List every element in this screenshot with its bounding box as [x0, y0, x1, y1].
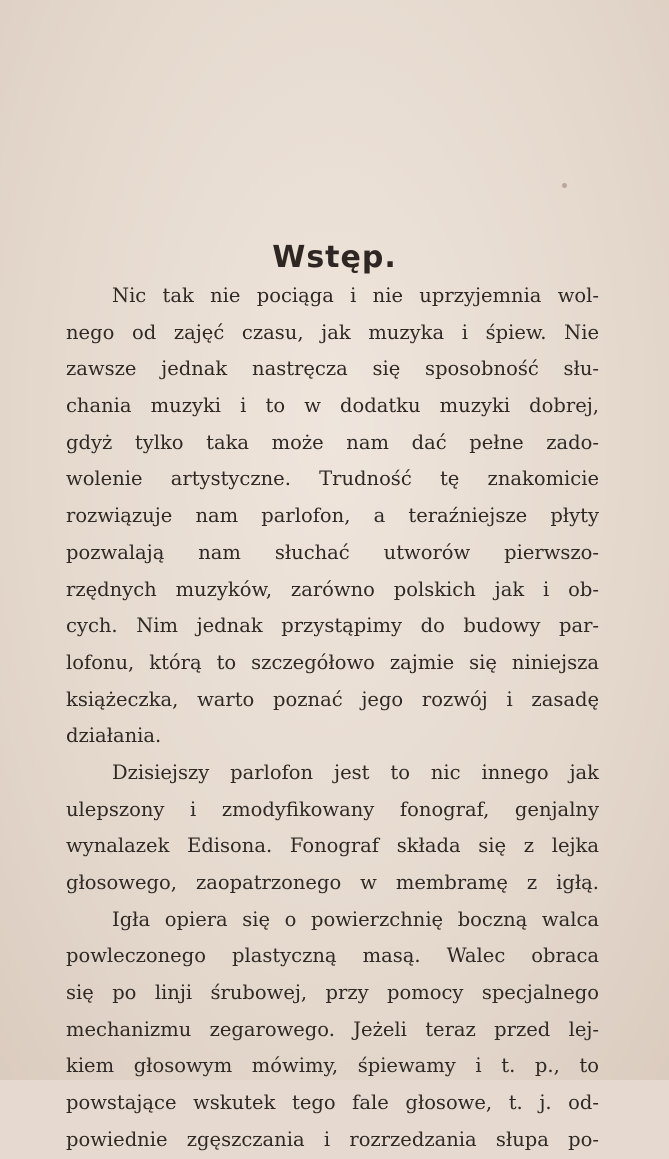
text-line: wolenie artystyczne. Trudność tę znakomicie [66, 467, 599, 491]
text-line: Nic tak nie pociąga i nie uprzyjemnia wol- [112, 284, 599, 307]
text-line: powstające wskutek tego fale głosowe, t. j. od- [66, 1091, 599, 1115]
text-line: kiem głosowym mówimy, śpiewamy i t. p., to [66, 1054, 599, 1078]
paper-speck [562, 183, 567, 188]
body-text [66, 278, 599, 1159]
text-line: pozwalają nam słuchać utworów pierwszo- [66, 540, 599, 564]
text-line: powleczonego plastyczną masą. Walec obraca [66, 944, 599, 968]
text-line: się po linji śrubowej, przy pomocy specjalnego [66, 981, 599, 1005]
text-line: rzędnych muzyków, zarówno polskich jak i ob- [66, 577, 599, 601]
text-line: ulepszony i zmodyfikowany fonograf, genjalny [66, 797, 599, 821]
text-line: powiednie zgęszczania i rozrzedzania słupa po- [66, 1127, 599, 1151]
text-line: gdyż tylko taka może nam dać pełne zado- [66, 430, 599, 454]
text-line: wynalazek Edisona. Fonograf składa się z lejka [66, 834, 599, 858]
text-line: cych. Nim jednak przystąpimy do budowy par- [66, 614, 599, 638]
text-line: zawsze jednak nastręcza się sposobność słu- [66, 357, 599, 381]
page-title: Wstęp. [272, 240, 397, 275]
text-line: nego od zajęć czasu, jak muzyka i śpiew. Nie [66, 320, 599, 344]
text-line: książeczka, warto poznać jego rozwój i zasadę [66, 687, 599, 711]
text-line: Igła opiera się o powierzchnię boczną walca [112, 907, 599, 931]
text-line: chania muzyki i to w dodatku muzyki dobrej, [66, 394, 599, 418]
text-line: Dzisiejszy parlofon jest to nic innego jak [112, 760, 599, 784]
text-line: lofonu, którą to szczegółowo zajmie się niniejsza [66, 650, 599, 674]
text-line: głosowego, zaopatrzonego w membramę z igłą. [66, 871, 599, 894]
text-line: mechanizmu zegarowego. Jeżeli teraz przed lej- [66, 1017, 599, 1041]
text-line: działania. [66, 724, 162, 748]
text-line: rozwiązuje nam parlofon, a teraźniejsze płyty [66, 504, 599, 528]
